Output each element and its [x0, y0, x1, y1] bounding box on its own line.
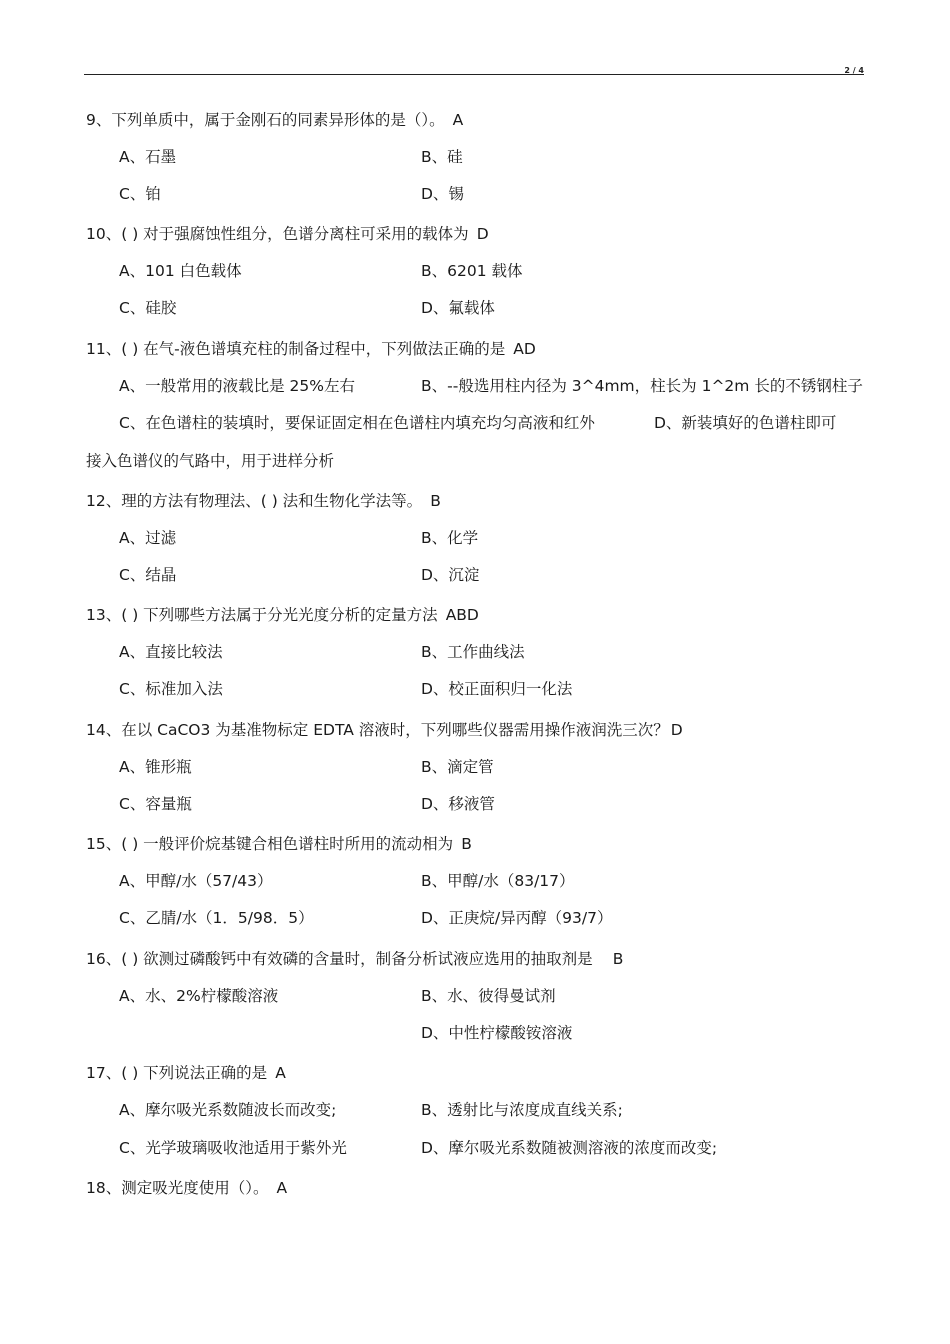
question-12-option-d: D、沉淀 — [421, 566, 480, 584]
question-11-answer: AD — [513, 340, 536, 358]
question-14-option-a: A、锥形瓶 — [119, 758, 192, 776]
question-16-answer: B — [612, 950, 624, 968]
question-10-option-a: A、101 白色载体 — [119, 262, 242, 280]
question-11-option-c: C、在色谱柱的装填时，要保证固定相在色谱柱内填充均匀高液和红外 — [119, 414, 595, 432]
question-9-option-d: D、锡 — [421, 185, 464, 203]
question-12-option-a: A、过滤 — [119, 529, 177, 547]
question-16-option-b: B、水、彼得曼试剂 — [421, 987, 556, 1005]
question-10-answer: D — [476, 225, 489, 243]
question-17-option-a: A、摩尔吸光系数随波长而改变; — [119, 1101, 337, 1119]
question-17-answer: A — [275, 1064, 286, 1082]
question-10-stem: 10、( ) 对于强腐蚀性组分，色谱分离柱可采用的载体为 D — [86, 225, 489, 243]
question-11-option-d: D、新装填好的色谱柱即可 — [654, 414, 837, 432]
question-13-option-a: A、直接比较法 — [119, 643, 223, 661]
question-13-answer: ABD — [445, 606, 479, 624]
question-9-option-c: C、铂 — [119, 185, 161, 203]
question-13-option-b: B、工作曲线法 — [421, 643, 525, 661]
question-11-stem: 11、( ) 在气-液色谱填充柱的制备过程中，下列做法正确的是 AD — [86, 340, 536, 358]
question-14-option-b: B、滴定管 — [421, 758, 494, 776]
question-11-option-b: B、--般选用柱内径为 3^4mm，柱长为 1^2m 长的不锈钢柱子 — [421, 377, 863, 395]
question-15-option-c: C、乙腈/水（1．5/98．5） — [119, 909, 314, 927]
question-15-option-a: A、甲醇/水（57/43） — [119, 872, 273, 890]
question-13-option-c: C、标准加入法 — [119, 680, 223, 698]
question-17-option-c: C、光学玻璃吸收池适用于紫外光 — [119, 1139, 347, 1157]
question-15-option-d: D、正庚烷/异丙醇（93/7） — [421, 909, 613, 927]
question-14-option-d: D、移液管 — [421, 795, 495, 813]
question-18-answer: A — [276, 1179, 288, 1197]
question-9-answer: A — [452, 111, 464, 129]
question-15-stem: 15、( ) 一般评价烷基键合相色谱柱时所用的流动相为 B — [86, 835, 472, 853]
question-14-answer: D — [670, 721, 683, 739]
question-10-option-b: B、6201 载体 — [421, 262, 523, 280]
question-17-option-b: B、透射比与浓度成直线关系; — [421, 1101, 623, 1119]
question-9-option-a: A、石墨 — [119, 148, 177, 166]
question-12-option-b: B、化学 — [421, 529, 479, 547]
question-11-option-d-continued: 接入色谱仪的气路中，用于进样分析 — [86, 452, 335, 470]
question-14-stem: 14、在以 CaCO3 为基准物标定 EDTA 溶液时，下列哪些仪器需用操作液润洗三次？ D — [86, 721, 683, 739]
question-9-option-b: B、硅 — [421, 148, 463, 166]
question-16-option-a: A、水、2%柠檬酸溶液 — [119, 987, 279, 1005]
question-13-option-d: D、校正面积归一化法 — [421, 680, 573, 698]
question-12-answer: B — [430, 492, 441, 510]
question-17-option-d: D、摩尔吸光系数随被测溶液的浓度而改变; — [421, 1139, 718, 1157]
question-16-option-d: D、中性柠檬酸铵溶液 — [421, 1024, 573, 1042]
header-rule — [84, 74, 864, 75]
question-15-answer: B — [461, 835, 472, 853]
question-11-option-a: A、一般常用的液载比是 25%左右 — [119, 377, 355, 395]
question-17-stem: 17、( ) 下列说法正确的是 A — [86, 1064, 286, 1082]
question-9-stem: 9、下列单质中，属于金刚石的同素异形体的是（）。 A — [86, 111, 464, 129]
question-18-stem: 18、测定吸光度使用（）。 A — [86, 1179, 288, 1197]
question-10-option-c: C、硅胶 — [119, 299, 177, 317]
question-16-stem: 16、( ) 欲测过磷酸钙中有效磷的含量时，制备分析试液应选用的抽取剂是 B — [86, 950, 624, 968]
question-15-option-b: B、甲醇/水（83/17） — [421, 872, 575, 890]
question-14-option-c: C、容量瓶 — [119, 795, 192, 813]
question-13-stem: 13、( ) 下列哪些方法属于分光光度分析的定量方法 ABD — [86, 606, 479, 624]
page-number: 2 / 4 — [844, 66, 864, 75]
question-12-option-c: C、结晶 — [119, 566, 177, 584]
question-12-stem: 12、理的方法有物理法、( ) 法和生物化学法等。 B — [86, 492, 441, 510]
question-10-option-d: D、氟载体 — [421, 299, 495, 317]
